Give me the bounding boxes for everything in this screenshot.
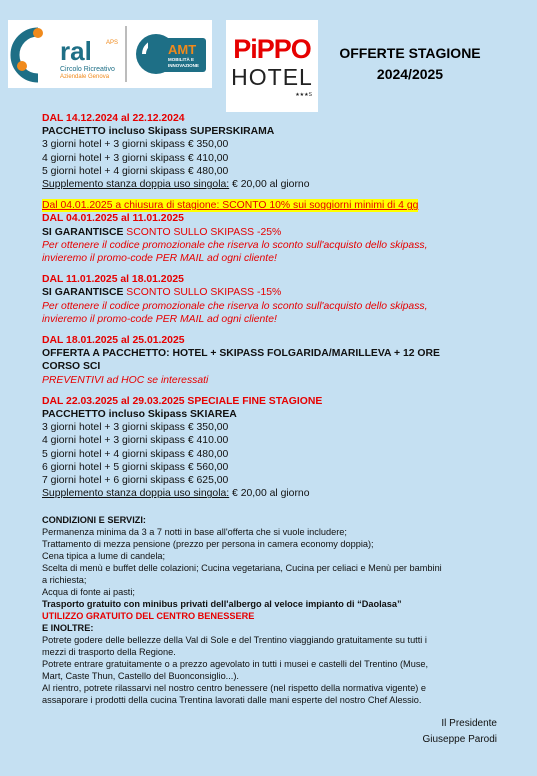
block1-supp-value: € 20,00 al giorno (229, 179, 310, 191)
pippo-stars: ★★★S (295, 92, 312, 98)
block3-note: invieremo il promo-code PER MAIL ad ogni cliente! (42, 313, 277, 325)
block3-offer-text: SCONTO SULLO SKIPASS -15% (126, 287, 282, 299)
extra-line: Potrete godere delle bellezze della Val di Sole e del Trentino viaggiando gratuitamente su tutti i (42, 635, 427, 646)
block4-title: CORSO SCI (42, 361, 101, 373)
offers-content (42, 112, 522, 706)
block1-supp-label: Supplemento stanza doppia uso singola: (42, 179, 230, 191)
block2-date: DAL 04.01.2025 al 11.01.2025 (42, 213, 184, 225)
page-title-line2: 2024/2025 (376, 66, 444, 82)
cral-amt-logo (8, 20, 212, 88)
pippo-sub: HOTEL (231, 64, 313, 90)
block4-title: OFFERTA A PACCHETTO: HOTEL + SKIPASS FOLGARIDA/MARILLEVA + 12 ORE (42, 348, 440, 360)
extra-line: Mart, Caste Thun, Castello del Buonconsiglio...). (42, 671, 239, 682)
amt-name: AMT (168, 42, 197, 57)
promo-banner: Dal 04.01.2025 a chiusura di stagione: SCONTO 10% sui soggiorni minimi di 4 gg (42, 200, 419, 212)
extra-line: mezzi di trasporto della Regione. (42, 647, 176, 658)
condition-line: Permanenza minima da 3 a 7 notti in base all'offerta che si vuole includere; (42, 527, 347, 538)
block5-date: DAL 22.03.2025 al 29.03.2025 SPECIALE FINE STAGIONE (42, 395, 323, 407)
block1-title: PACCHETTO incluso Skipass SUPERSKIRAMA (42, 126, 275, 138)
block1-date: DAL 14.12.2024 al 22.12.2024 (42, 113, 185, 124)
block2-offer (42, 226, 522, 239)
block2-lead: SI GARANTISCE (42, 226, 127, 238)
block5-supp-label: Supplemento stanza doppia uso singola: (42, 488, 230, 500)
condition-line: Cena tipica a lume di candela; (42, 551, 166, 562)
block5-title: PACCHETTO incluso Skipass SKIAREA (42, 409, 237, 421)
signature-name: Giuseppe Parodi (422, 734, 497, 745)
block1-supplement (42, 178, 522, 191)
extra-line: assaporare i prodotti della cucina Trentina lavorati dalle mani esperte del nostro Chef Alessio. (42, 695, 422, 706)
block4-date: DAL 18.01.2025 al 25.01.2025 (42, 335, 185, 347)
block1-row: 3 giorni hotel + 3 giorni skipass € 350,00 (42, 139, 229, 151)
extra-line: Potrete entrare gratuitamente o a prezzo agevolato in tutti i musei e castelli del Trentino (Muse, (42, 659, 429, 670)
block3-note: Per ottenere il codice promozionale che riserva lo sconto sull'acquisto dello skipass, (42, 300, 428, 312)
amt-line2: INNOVAZIONE (168, 63, 199, 68)
condition-line: Scelta di menù e buffet delle colazioni; Cucina vegetariana, Cucina per celiaci e Menù per bambini (42, 563, 442, 574)
condition-line: a richiesta; (42, 575, 87, 586)
extra-heading: E INOLTRE: (42, 623, 94, 634)
block2-offer-text: SCONTO SULLO SKIPASS -25% (126, 226, 282, 238)
condition-line: Acqua di fonte ai pasti; (42, 587, 135, 598)
conditions-heading: CONDIZIONI E SERVIZI: (42, 515, 146, 526)
extra-line: Al rientro, potrete rilassarvi nel nostro centro benessere (nel rispetto della normativa vigente) e (42, 683, 427, 694)
block5-row: 4 giorni hotel + 3 giorni skipass € 410.00 (42, 435, 229, 447)
signature-role: Il Presidente (441, 718, 497, 729)
block1-row: 5 giorni hotel + 4 giorni skipass € 480,00 (42, 165, 229, 177)
block1-row: 4 giorni hotel + 3 giorni skipass € 410,00 (42, 152, 229, 164)
block5-row: 6 giorni hotel + 5 giorni skipass € 560,00 (42, 461, 229, 473)
amt-line1: MOBILITÀ E (168, 57, 194, 62)
cral-tag: APS (106, 40, 119, 46)
block3-offer (42, 286, 522, 299)
cral-name: ral (60, 36, 92, 66)
block2-note: Per ottenere il codice promozionale che riserva lo sconto sull'acquisto dello skipass, (42, 239, 428, 251)
pippo-name: PiPPO (233, 34, 311, 64)
spa-line: UTILIZZO GRATUITO DEL CENTRO BENESSERE (42, 611, 255, 622)
block5-row: 5 giorni hotel + 4 giorni skipass € 480,00 (42, 448, 229, 460)
block3-lead: SI GARANTISCE (42, 287, 127, 299)
transport-line: Trasporto gratuito con minibus privati dell'albergo al veloce impianto di “Daolasa” (42, 599, 402, 610)
condition-line: Trattamento di mezza pensione (prezzo per persona in camera economy doppia); (42, 539, 374, 550)
block2-note: invieremo il promo-code PER MAIL ad ogni cliente! (42, 253, 277, 265)
block5-supp-value: € 20,00 al giorno (229, 488, 310, 500)
block5-supplement (42, 487, 522, 500)
block5-row: 7 giorni hotel + 6 giorni skipass € 625,00 (42, 475, 229, 487)
page-title-line1: OFFERTE STAGIONE (339, 45, 481, 61)
block3-date: DAL 11.01.2025 al 18.01.2025 (42, 274, 184, 286)
block5-row: 3 giorni hotel + 3 giorni skipass € 350,00 (42, 422, 229, 434)
cral-line1: Circolo Ricreativo (60, 66, 115, 73)
cral-line2: Aziendale Genova (60, 74, 110, 80)
block4-note: PREVENTIVI ad HOC se interessati (42, 374, 209, 386)
pippo-hotel-logo (226, 20, 318, 112)
